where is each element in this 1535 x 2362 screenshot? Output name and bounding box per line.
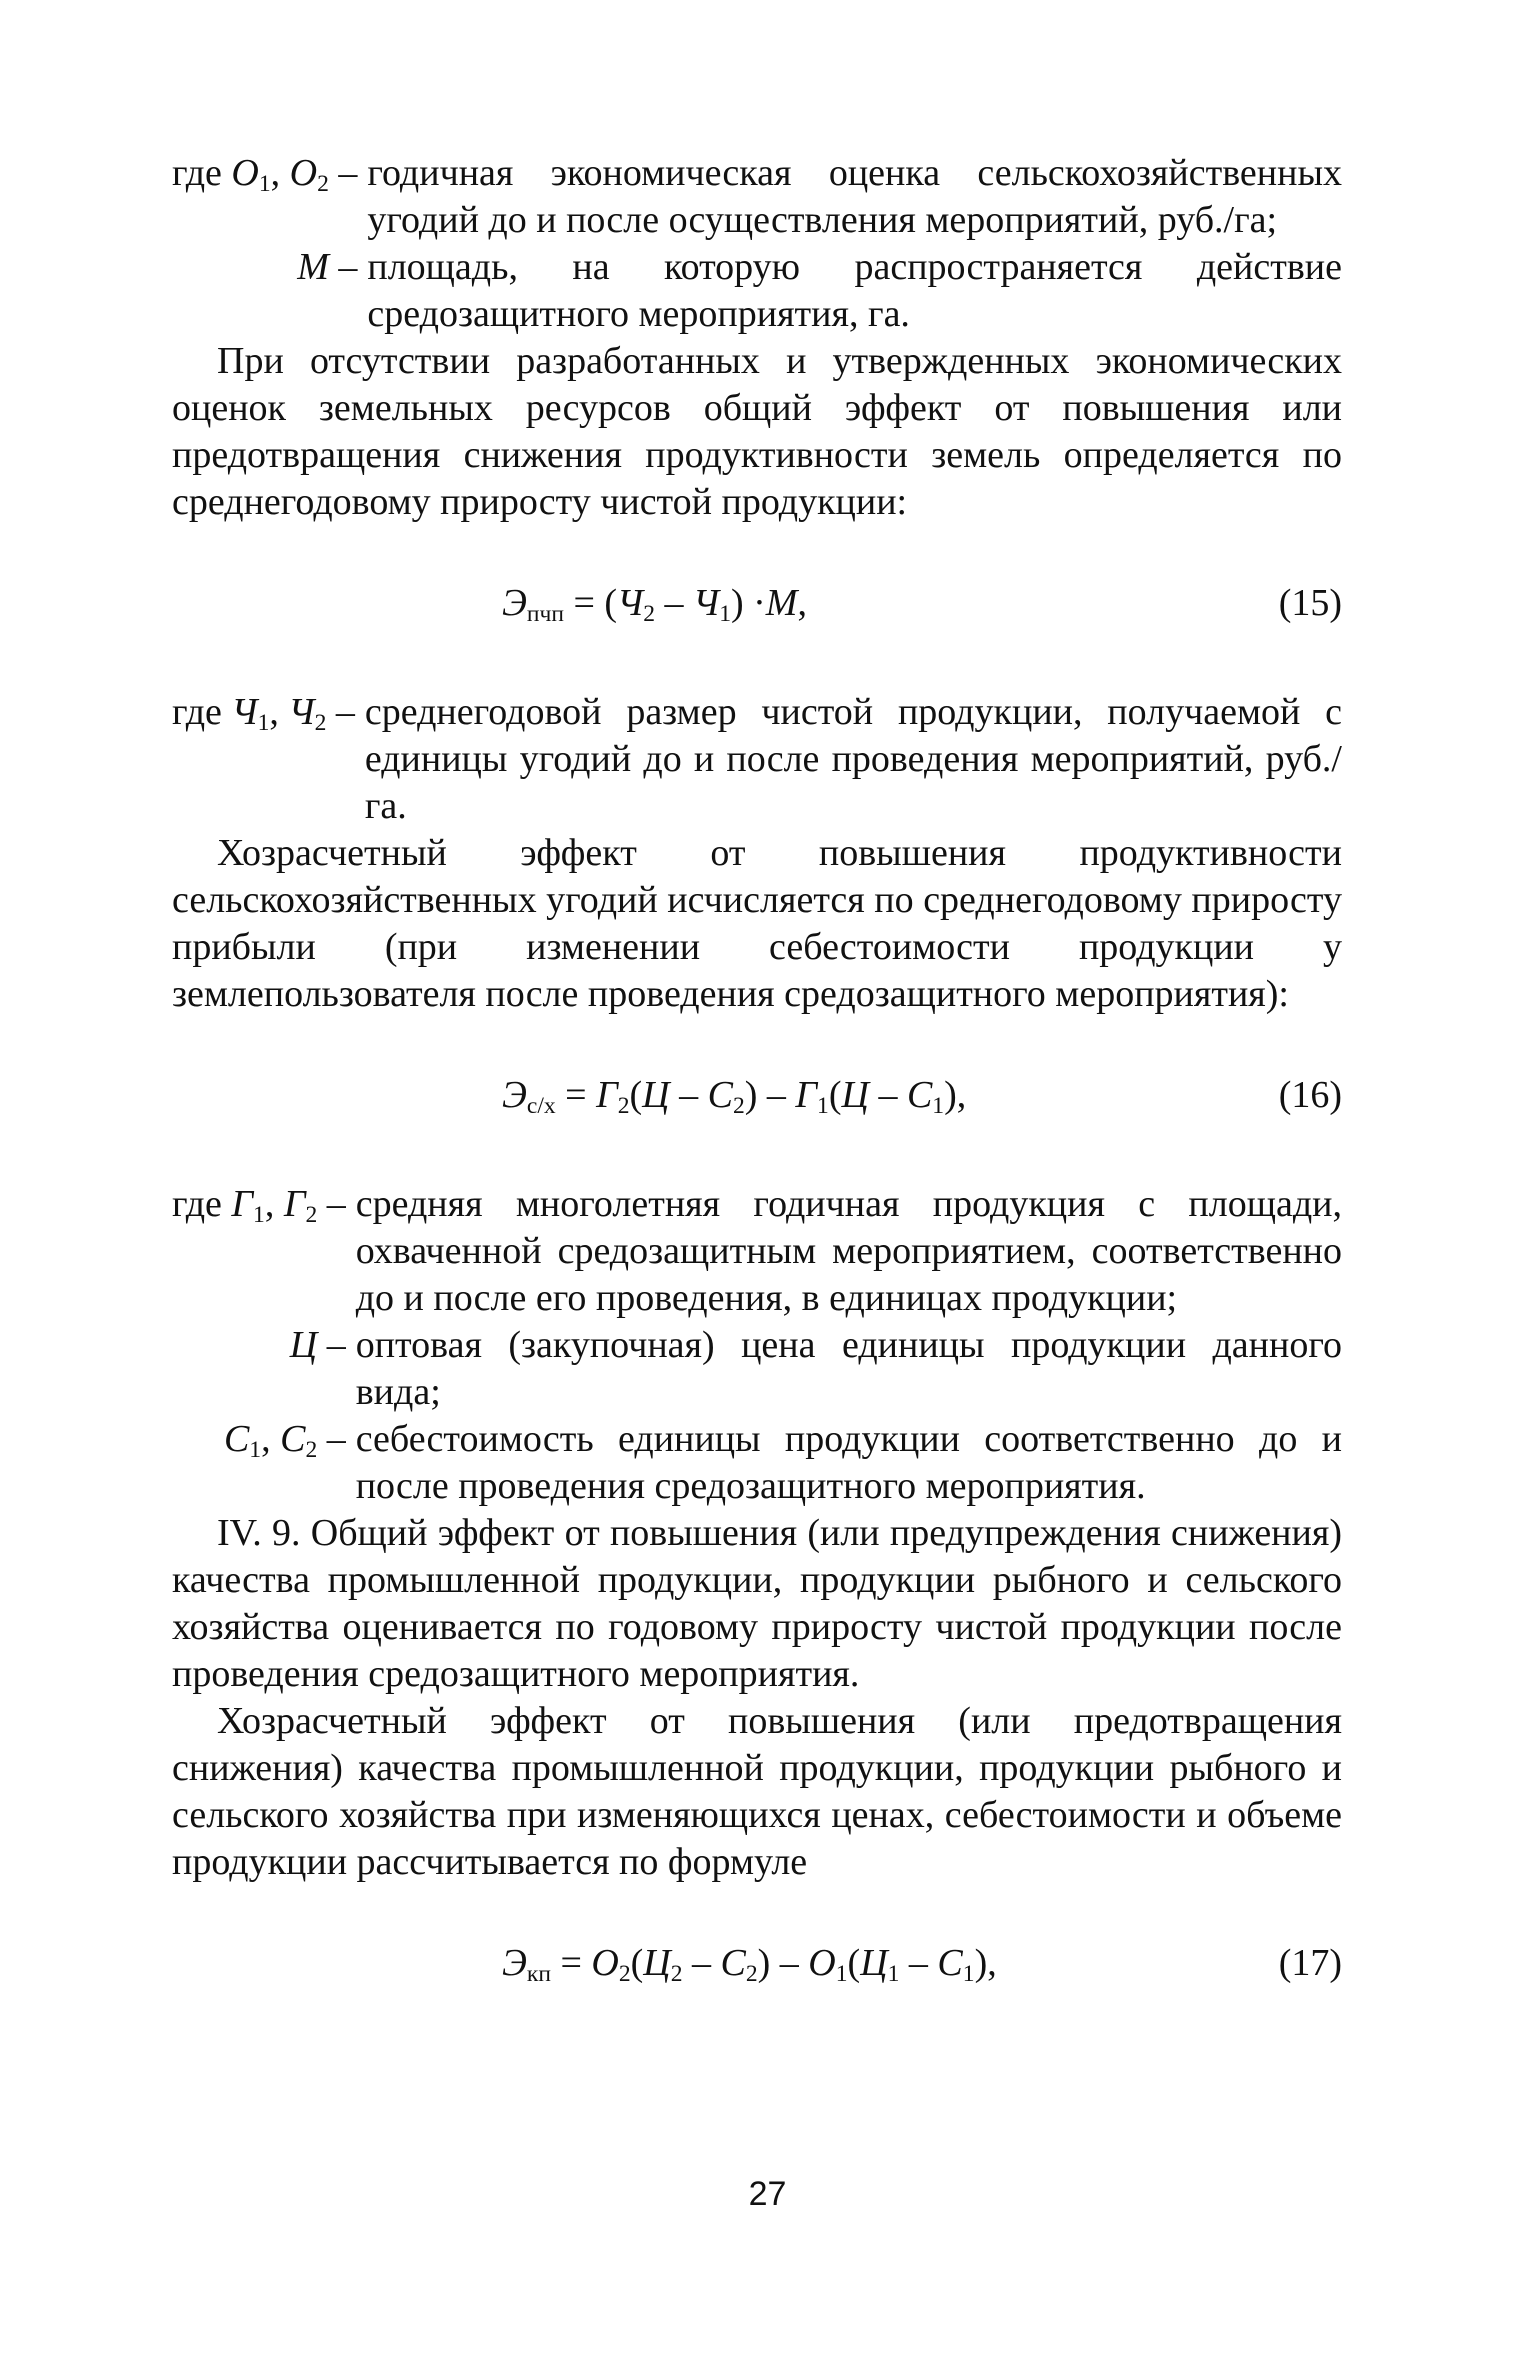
formula-expression: $Э_{пчп} = (Ч_2 - Ч_1) \cdot М$, bbox=[502, 582, 807, 627]
paragraph: При отсутствии разработанных и утвержденных экономических оценок земельных ресурсов общий эффект от повышения или предотвращения снижения продуктивности земель определяется по среднегодовому приросту чистой продукции: bbox=[172, 340, 1342, 523]
formula-number: (16) bbox=[1278, 1074, 1342, 1116]
definition-term: Ц – bbox=[289, 1324, 346, 1366]
definition-text: оптовая (закупочная) цена единицы продукции данного вида; bbox=[355, 1324, 1342, 1413]
formula-expression: $Э_{с/х} = Г_2(Ц - С_2) - Г_1(Ц - С_1)$, bbox=[502, 1074, 967, 1119]
definition-term: где $Г_1$, $Г_2$ – bbox=[172, 1183, 346, 1228]
definition-text: средняя многолетняя годичная продукция с площади, охваченной средозащитным мероприятием, соответственно до и после его проведения, в единицах продукции; bbox=[355, 1183, 1342, 1319]
definition-text: среднегодовой размер чистой продукции, получаемой с единицы угодий до и после проведения мероприятий, руб./га. bbox=[364, 691, 1342, 827]
definition-term: $С_1$, $С_2$ – bbox=[223, 1418, 346, 1463]
page-number: 27 bbox=[748, 2175, 787, 2213]
page-content bbox=[172, 150, 1342, 2049]
definition-text: годичная экономическая оценка сельскохозяйственных угодий до и после осуществления мероприятий, руб./га; bbox=[367, 152, 1342, 241]
formula-expression: $Э_{кп} = О_2(Ц_2 - С_2) - О_1(Ц_1 - С_1)$, bbox=[502, 1942, 997, 1987]
definition-text: площадь, на которую распространяется действие средозащитного мероприятия, га. bbox=[367, 246, 1342, 335]
formula-number: (17) bbox=[1278, 1942, 1342, 1984]
paragraph: Хозрасчетный эффект от повышения (или предотвращения снижения) качества промышленной продукции, продукции рыбного и сельского хозяйства при изменяющихся ценах, себестоимости и объеме продукции рассчитывается по формуле bbox=[172, 1700, 1342, 1883]
definition-term: M – bbox=[297, 246, 358, 288]
definition-term: где $Ч_1$, $Ч_2$ – bbox=[172, 691, 355, 736]
paragraph: Хозрасчетный эффект от повышения продуктивности сельскохозяйственных угодий исчисляется по среднегодовому приросту прибыли (при изменении себестоимости продукции у землепользователя после проведения средозащитного мероприятия): bbox=[172, 832, 1342, 1015]
formula-16 bbox=[172, 1072, 1342, 1119]
formula-15 bbox=[172, 580, 1342, 627]
formula-17 bbox=[172, 1940, 1342, 1987]
formula-number: (15) bbox=[1278, 582, 1342, 624]
definitions-block-1 bbox=[172, 150, 1342, 338]
definitions-block-3 bbox=[172, 1181, 1342, 1510]
definition-term: где $O_1$, $O_2$ – bbox=[172, 152, 358, 197]
section-paragraph-iv-9: IV. 9. Общий эффект от повышения (или предупреждения снижения) качества промышленной продукции, продукции рыбного и сельского хозяйства оценивается по годовому приросту чистой продукции после проведения средозащитного мероприятия. bbox=[172, 1512, 1342, 1695]
definitions-block-2 bbox=[172, 689, 1342, 830]
definition-text: себестоимость единицы продукции соответственно до и после проведения средозащитного мероприятия. bbox=[355, 1418, 1342, 1507]
